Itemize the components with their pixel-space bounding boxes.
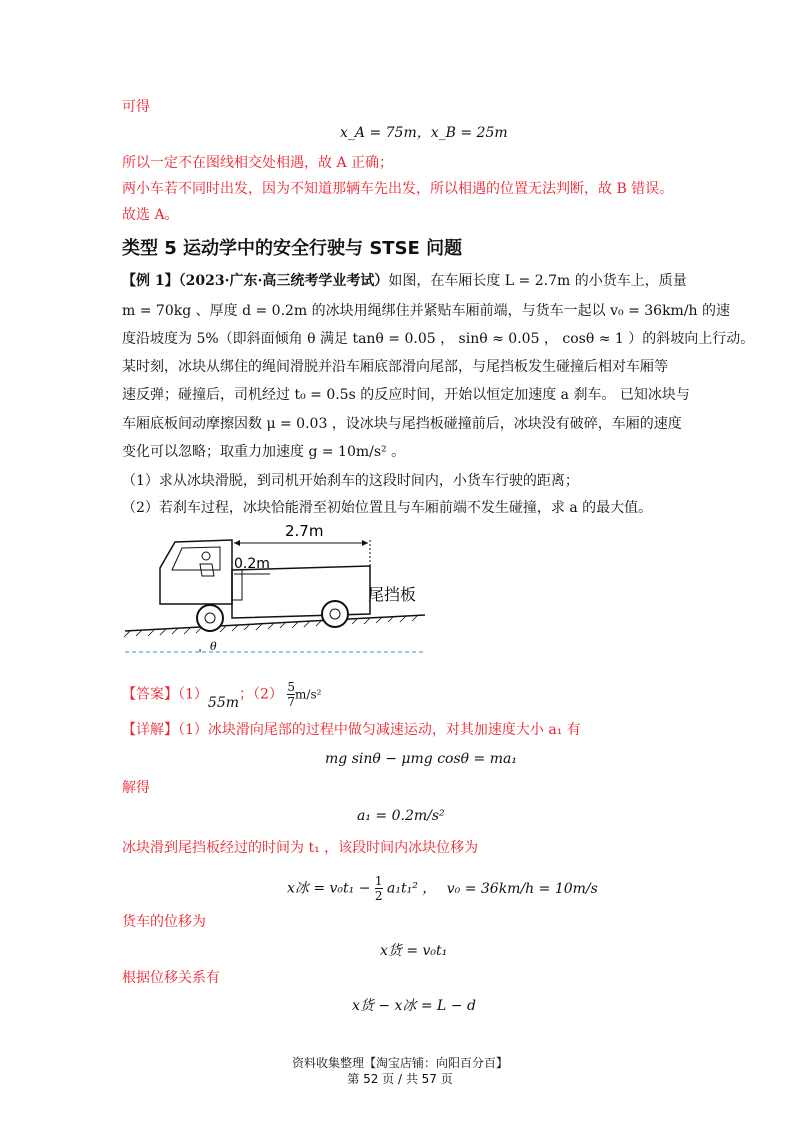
truck-cab [160,540,232,604]
equation-displacements: x_A = 75m，x_B = 25m [340,125,508,141]
detail-tag: 【详解】 [122,722,178,738]
example-source: （2023·广东·高三统考学业考试） [178,273,389,289]
equation-acceleration: a₁ = 0.2m/s² [357,808,445,824]
question-1: （1）求从冰块滑脱，到司机开始刹车的这段时间内，小货车行驶的距离； [122,473,579,489]
footer-source: 资料收集整理【淘宝店铺：向阳百分百】 [291,1056,508,1070]
answer-tag: 【答案】 [122,686,178,703]
thickness-label: 0.2m [234,556,270,572]
rear-wheel [322,601,348,627]
angle-label: θ [210,640,217,653]
answer-part1: （1） [178,686,208,703]
equation-forces: mg sinθ − μmg cosθ = ma₁ [325,751,517,767]
text-choose: 故选 A。 [122,207,179,223]
answer-fraction: $\frac{5}{7}$ [287,680,296,709]
equation-truck-displacement: x货 = v₀t₁ [380,943,448,959]
length-label: 2.7m [285,522,324,540]
section-heading: 类型 5 运动学中的安全行驶与 STSE 问题 [122,238,463,259]
example-text-1: 如图，在车厢长度 L = 2.7m 的小货车上，质量 [388,273,687,289]
answer-val1: 55m [207,694,240,711]
example-tag: 【例 1】 [122,273,179,289]
front-wheel [197,605,223,631]
answer-part2: （2） [253,686,283,703]
example-line-4: 某时刻，冰块从绑住的绳间滑脱并沿车厢底部滑向尾部，与尾挡板发生碰撞后相对车厢等 [122,359,668,375]
detail-line-3: 货车的位移为 [122,914,206,930]
answer-sep: ； [239,686,254,703]
detail-line-1 [122,720,581,740]
detail-line-2: 冰块滑到尾挡板经过的时间为 t₁ ，该段时间内冰块位移为 [122,840,479,856]
detail-text-1: （1）冰块滑向尾部的过程中做匀减速运动，对其加速度大小 a₁ 有 [178,722,581,738]
example-line-7: 变化可以忽略；取重力加速度 g = 10m/s² 。 [122,444,406,460]
answer-unit: m/s² [295,687,322,702]
detail-line-4: 根据位移关系有 [122,970,220,986]
tailboard-label: 尾挡板 [368,585,417,604]
question-2: （2）若刹车过程，冰块恰能滑至初始位置且与车厢前端不发生碰撞，求 a 的最大值。 [122,500,653,516]
example-line-6: 车厢底板间动摩擦因数 μ = 0.03 ，设冰块与尾挡板碰撞前后，冰块没有破碎，车厢的速度 [122,416,682,432]
answer-line [122,680,321,709]
text-conclusion-a: 所以一定不在图线相交处相遇，故 A 正确； [122,155,394,171]
text-conclusion-b: 两小车若不同时出发，因为不知道那辆车先出发，所以相遇的位置无法判断，故 B 错误。 [122,181,674,197]
example-line-3: 度沿坡度为 5%（即斜面倾角 θ 满足 tanθ = 0.05 ， sinθ ≈ 0.05 ， cosθ ≈ 1 ）的斜坡向上行动。 [122,331,755,347]
equation-ice-displacement: x冰 = v₀t₁ − $\frac{1}{2}$ a₁t₁² ， v₀ = 36km/h = 10m/s [287,874,598,903]
equation-relation: x货 − x冰 = L − d [352,998,476,1014]
example-line-2: m = 70kg 、厚度 d = 0.2m 的冰块用绳绑住并紧贴车厢前端，与货车一起以 v₀ = 36km/h 的速 [122,303,731,319]
text-kede: 可得 [122,99,150,115]
example-line-1 [122,271,687,291]
footer-page-number: 第 52 页 / 共 57 页 [347,1072,453,1086]
text-solve: 解得 [122,780,150,796]
truck-figure [120,518,430,658]
example-line-5: 速反弹；碰撞后，司机经过 t₀ = 0.5s 的反应时间，开始以恒定加速度 a 刹车。 已知冰块与 [122,387,690,403]
driver-head [202,552,210,560]
